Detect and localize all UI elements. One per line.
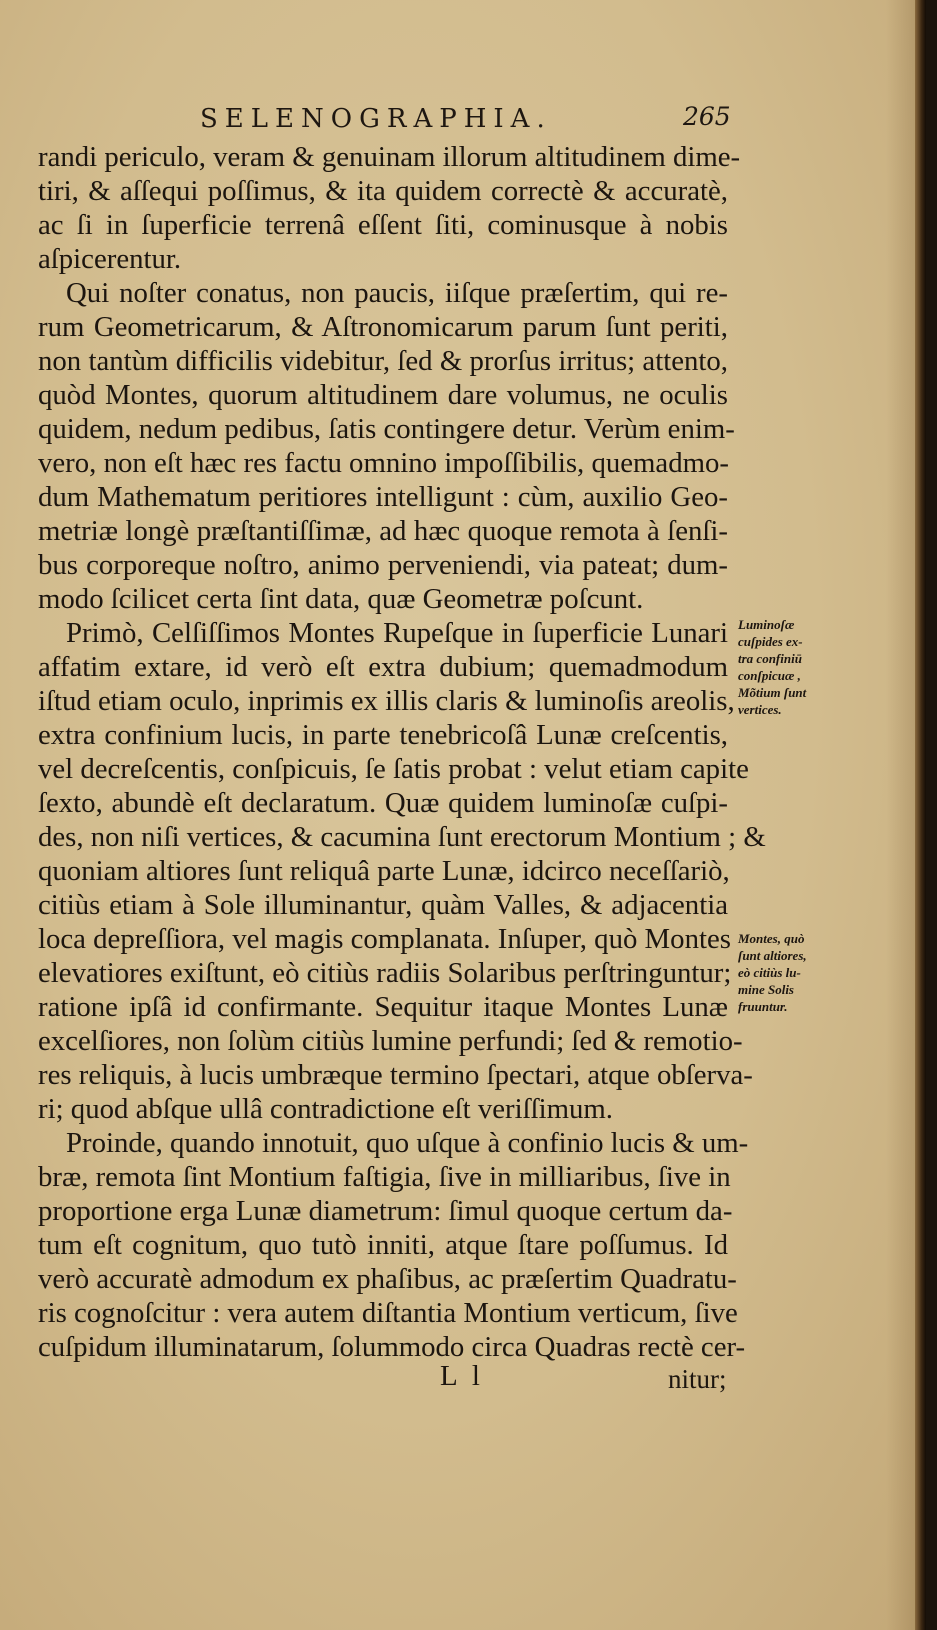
margin-note-line: fruuntur. [738,999,788,1014]
text-line: ri; quod abſque ullâ contradictione eſt veriſſimum. [38,1093,613,1125]
text-line: ris cognoſcitur : vera autem diſtantia Montium verticum, ſive [38,1297,738,1329]
text-line: cuſpidum illuminatarum, ſolummodo circa Quadras rectè cer- [38,1331,746,1363]
text-line: ratione ipſâ id confirmante. Sequitur itaque Montes Lunæ [38,991,728,1023]
catchword: nitur; [668,1364,727,1394]
text-line: vel decreſcentis, conſpicuis, ſe ſatis probat : velut etiam capite [38,753,749,785]
text-line: proportione erga Lunæ diametrum: ſimul quoque certum da- [38,1195,733,1227]
margin-note-line: mine Solis [738,982,794,997]
margin-note-line: tra confiniū [738,651,802,666]
text-line: vero, non eſt hæc res factu omnino impoſſibilis, quemadmo- [38,447,729,479]
margin-note-line: Mõtium ſunt [738,685,807,700]
text-line: tum eſt cognitum, quo tutò inniti, atque ſtare poſſumus. Id [38,1229,728,1261]
text-line: non tantùm difficilis videbitur, ſed & prorſus irritus; attento, [38,345,728,377]
margin-note-line: cuſpides ex- [738,634,803,649]
margin-note-line: conſpicuæ , [738,668,801,683]
margin-note-luminous-cusps [738,616,824,718]
text-line: res reliquis, à lucis umbræque termino ſpectari, atque obſerva- [38,1059,753,1091]
page-binding-edge [915,0,926,1630]
text-line: dum Mathematum peritiores intelligunt : cùm, auxilio Geo- [38,481,728,513]
text-line: des, non niſi vertices, & cacumina ſunt erectorum Montium ; & [38,821,766,853]
signature-mark: L l [440,1360,484,1392]
text-line: quòd Montes, quorum altitudinem dare volumus, ne oculis [38,379,728,411]
text-line: affatim extare, id verò eſt extra dubium; quemadmodum [38,651,728,683]
text-line: elevatiores exiſtunt, eò citiùs radiis Solaribus perſtringuntur; [38,957,732,989]
text-line: metriæ longè præſtantiſſimæ, ad hæc quoque remota à ſenſi- [38,515,728,547]
text-line: iſtud etiam oculo, inprimis ex illis claris & luminoſis areolis, [38,685,735,717]
text-line: loca depreſſiora, vel magis complanata. Inſuper, quò Montes [38,923,731,955]
margin-note-line: vertices. [738,702,782,717]
text-line: citiùs etiam à Sole illuminantur, quàm Valles, & adjacentia [38,889,728,921]
text-line: randi periculo, veram & genuinam illorum altitudinem dime- [38,141,741,173]
text-line: bræ, remota ſint Montium faſtigia, ſive in milliaribus, ſive in [38,1161,731,1193]
text-line: modo ſcilicet certa ſint data, quæ Geometræ poſcunt. [38,583,644,615]
running-head: SELENOGRAPHIA. [200,104,552,134]
text-line: ſexto, abundè eſt declaratum. Quæ quidem luminoſæ cuſpi- [38,787,728,819]
margin-note-line: eò citiùs lu- [738,965,801,980]
text-line: Proinde, quando innotuit, quo uſque à confinio lucis & um- [66,1127,749,1159]
text-line: Qui noſter conatus, non paucis, iiſque præſertim, qui re- [66,277,728,309]
text-line: tiri, & aſſequi poſſimus, & ita quidem correctè & accuratè, [38,175,728,207]
text-line: aſpicerentur. [38,243,182,275]
text-line: excelſiores, non ſolùm citiùs lumine perfundi; ſed & remotio- [38,1025,743,1057]
margin-note-line: Luminoſæ [738,617,795,632]
text-line: bus corporeque noſtro, animo perveniendi, via pateat; dum- [38,549,728,581]
text-line: quoniam altiores ſunt reliquâ parte Lunæ, idcirco neceſſariò, [38,855,730,887]
margin-note-line: Montes, quò [738,931,805,946]
page-number: 265 [683,102,731,131]
text-line: extra confinium lucis, in parte tenebricoſâ Lunæ creſcentis, [38,719,728,751]
text-line: ac ſi in ſuperficie terrenâ eſſent ſiti, cominusque à nobis [38,209,728,241]
text-line: rum Geometricarum, & Aſtronomicarum parum ſunt periti, [38,311,728,343]
margin-note-higher-mountains [738,930,824,1015]
text-line: verò accuratè admodum ex phaſibus, ac præſertim Quadratu- [38,1263,737,1295]
text-line: Primò, Celſiſſimos Montes Rupeſque in ſuperficie Lunari [66,617,728,649]
text-line: quidem, nedum pedibus, ſatis contingere detur. Verùm enim- [38,413,735,445]
margin-note-line: ſunt altiores, [738,948,807,963]
